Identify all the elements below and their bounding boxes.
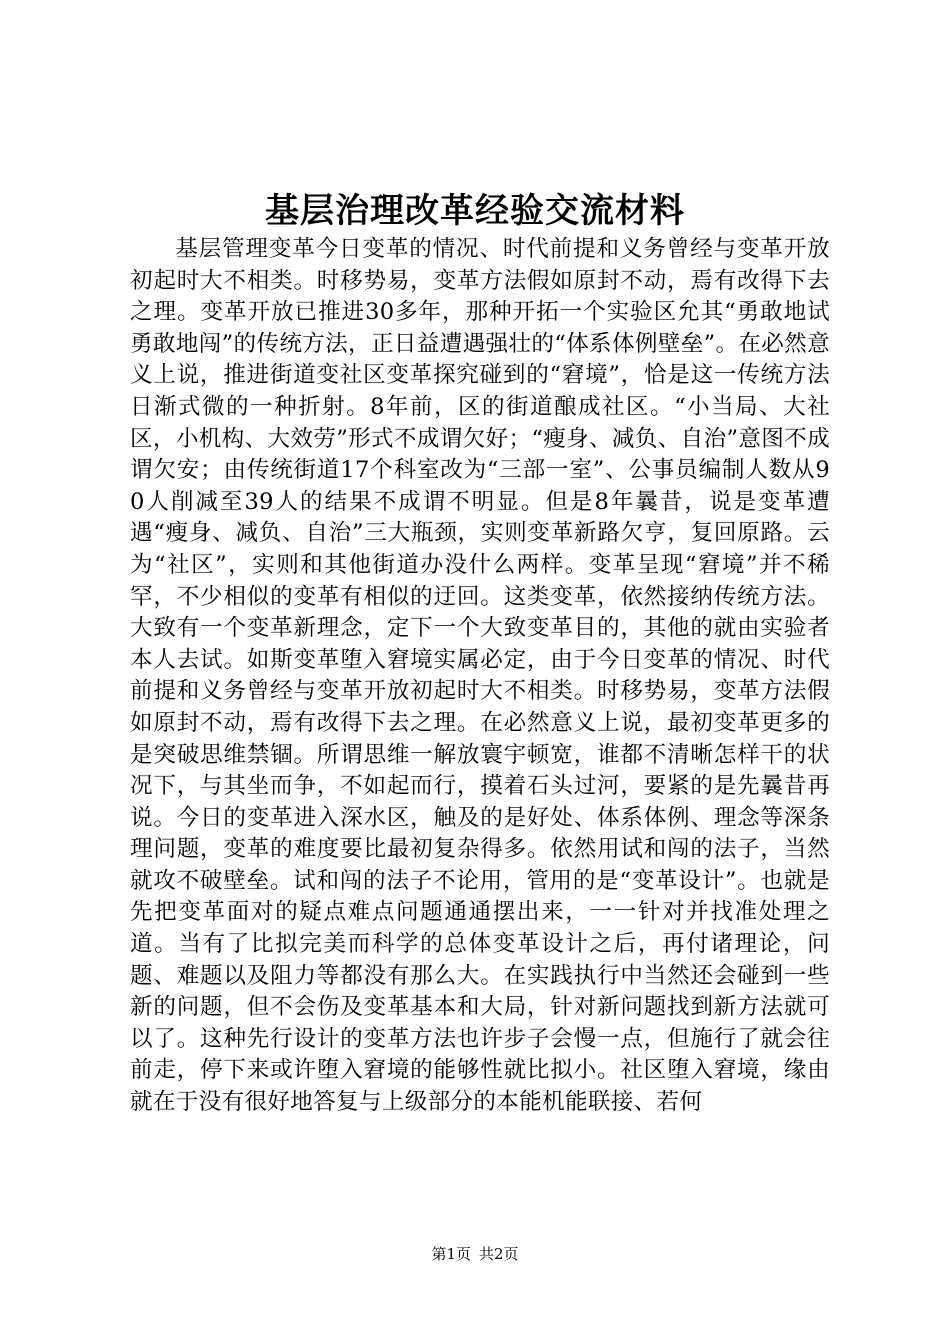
page-number: 第1页 [431,1245,471,1263]
document-title: 基层治理改革经验交流材料 [265,191,685,231]
page-total: 共2页 [479,1245,519,1263]
page-footer [0,1244,950,1264]
body-paragraph: 基层管理变革今日变革的情况、时代前提和义务曾经与变革开放初起时大不相类。时移势易，变革方法假如原封不动，焉有改得下去之理。变革开放已推进30多年，那种开拓一个实验区允其“勇敢地试勇敢地闯”的传统方法，正日益遭遇强壮的“体系体例壁垒”。在必然意义上说，推进街道变社区变革探究碰到的“窘境”，恰是这一传统方法日渐式微的一种折射。8年前，区的街道酿成社区。“小当局、大社区，小机构、大效劳”形式不成谓欠好；“瘦身、减负、自治”意图不成谓欠安；由传统街道17个科室改为“三部一室”、公事员编制人数从90人削减至39人的结果不成谓不明显。但是8年曩昔，说是变革遭遇“瘦身、减负、自治”三大瓶颈，实则变革新路欠亨，复回原路。云为“社区”，实则和其他街道办没什么两样。变革呈现“窘境”并不稀罕，不少相似的变革有相似的迂回。这类变革，依然接纳传统方法。大致有一个变革新理念，定下一个大致变革目的，其他的就由实验者本人去试。如斯变革堕入窘境实属必定，由于今日变革的情况、时代前提和义务曾经与变革开放初起时大不相类。时移势易，变革方法假如原封不动，焉有改得下去之理。在必然意义上说，最初变革更多的是突破思维禁锢。所谓思维一解放寰宇顿宽，谁都不清晰怎样干的状况下，与其坐而争，不如起而行，摸着石头过河，要紧的是先曩昔再说。今日的变革进入深水区，触及的是好处、体系体例、理念等深条理问题，变革的难度要比最初复杂得多。依然用试和闯的法子，当然就攻不破壁垒。试和闯的法子不论用，管用的是“变革设计”。也就是先把变革面对的疑点难点问题通通摆出来，一一针对并找准处理之道。当有了比拟完美而科学的总体变革设计之后，再付诸理论，问题、难题以及阻力等都没有那么大。在实践执行中当然还会碰到一些新的问题，但不会伤及变革基本和大局，针对新问题找到新方法就可以了。这种先行设计的变革方法也许步子会慢一点，但施行了就会往前走，停下来或许堕入窘境的能够性就比拟小。社区堕入窘境，缘由就在于没有很好地答复与上级部分的本能机能联接、若何 [130,236,830,1116]
